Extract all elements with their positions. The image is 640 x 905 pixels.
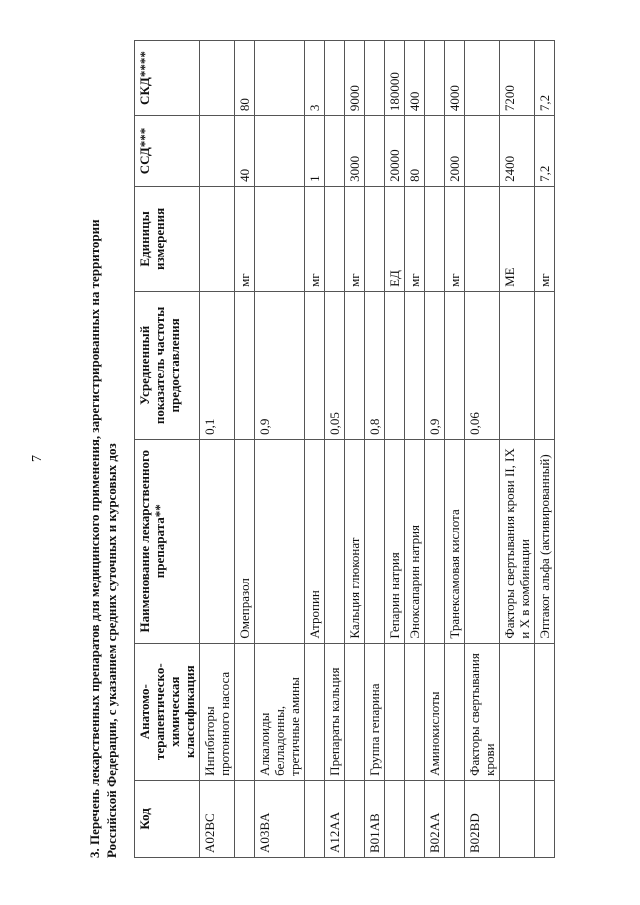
cell-code — [235, 780, 255, 857]
table-row — [425, 41, 445, 858]
table-row — [385, 41, 405, 858]
cell-frequency — [235, 291, 255, 439]
drug-table — [134, 40, 555, 858]
cell-units: мг — [305, 186, 325, 291]
table-row — [365, 41, 385, 858]
cell-ssd: 2000 — [445, 116, 465, 187]
cell-units: мг — [445, 186, 465, 291]
cell-skd: 180000 — [385, 41, 405, 116]
cell-atc: Препараты кальция — [325, 643, 345, 780]
table-row — [535, 41, 555, 858]
cell-ssd: 7,2 — [535, 116, 555, 187]
cell-ssd: 3000 — [345, 116, 365, 187]
cell-drug: Атропин — [305, 439, 325, 643]
cell-units: МЕ — [500, 186, 535, 291]
cell-atc: Алкалоиды белладонны, третичные амины — [255, 643, 305, 780]
cell-units — [200, 186, 235, 291]
cell-atc: Аминокислоты — [425, 643, 445, 780]
cell-frequency: 0,06 — [465, 291, 500, 439]
cell-drug — [200, 439, 235, 643]
cell-units — [425, 186, 445, 291]
cell-drug — [365, 439, 385, 643]
cell-ssd — [425, 116, 445, 187]
cell-frequency: 0,8 — [365, 291, 385, 439]
cell-code: B01AB — [365, 780, 385, 857]
cell-drug — [255, 439, 305, 643]
table-row — [465, 41, 500, 858]
cell-atc — [305, 643, 325, 780]
cell-ssd — [365, 116, 385, 187]
cell-frequency: 0,9 — [425, 291, 445, 439]
cell-ssd: 20000 — [385, 116, 405, 187]
table-row — [255, 41, 305, 858]
cell-code — [385, 780, 405, 857]
cell-frequency: 0,9 — [255, 291, 305, 439]
table-row — [235, 41, 255, 858]
cell-ssd: 2400 — [500, 116, 535, 187]
cell-skd — [325, 41, 345, 116]
cell-drug: Факторы свертывания крови II, IX и X в комбинации — [500, 439, 535, 643]
cell-ssd — [465, 116, 500, 187]
cell-ssd — [255, 116, 305, 187]
cell-drug: Кальция глюконат — [345, 439, 365, 643]
cell-code: A02BC — [200, 780, 235, 857]
cell-frequency — [405, 291, 425, 439]
cell-skd: 7200 — [500, 41, 535, 116]
cell-ssd — [200, 116, 235, 187]
header-frequency: Усредненный показатель частоты предоставления — [135, 291, 200, 439]
cell-skd: 3 — [305, 41, 325, 116]
cell-code — [500, 780, 535, 857]
cell-frequency — [305, 291, 325, 439]
table-row — [345, 41, 365, 858]
cell-atc — [445, 643, 465, 780]
cell-atc — [345, 643, 365, 780]
header-units: Единицы измерения — [135, 186, 200, 291]
cell-units: мг — [535, 186, 555, 291]
rotated-document — [86, 28, 566, 858]
cell-units — [465, 186, 500, 291]
cell-units: мг — [345, 186, 365, 291]
cell-units: мг — [405, 186, 425, 291]
cell-skd — [465, 41, 500, 116]
cell-units — [255, 186, 305, 291]
header-drug: Наименование лекарственного препарата** — [135, 439, 200, 643]
heading-line-2: Российской Федерации, с указанием средних суточных и курсовых доз — [104, 443, 119, 858]
cell-frequency — [500, 291, 535, 439]
heading-line-1: 3. Перечень лекарственных препаратов для медицинского применения, зарегистрированных на территории — [87, 219, 102, 858]
cell-code — [305, 780, 325, 857]
cell-skd: 80 — [235, 41, 255, 116]
cell-ssd: 40 — [235, 116, 255, 187]
table-row — [305, 41, 325, 858]
cell-code — [345, 780, 365, 857]
cell-code — [445, 780, 465, 857]
cell-frequency — [445, 291, 465, 439]
header-code: Код — [135, 780, 200, 857]
cell-frequency — [535, 291, 555, 439]
cell-atc — [235, 643, 255, 780]
cell-units — [365, 186, 385, 291]
cell-drug: Эптаког альфа (активированный) — [535, 439, 555, 643]
cell-ssd: 80 — [405, 116, 425, 187]
cell-drug — [325, 439, 345, 643]
cell-drug — [425, 439, 445, 643]
cell-skd: 9000 — [345, 41, 365, 116]
cell-units: мг — [235, 186, 255, 291]
cell-drug: Транексамовая кислота — [445, 439, 465, 643]
table-header-row — [135, 41, 200, 858]
header-ssd: ССД*** — [135, 116, 200, 187]
cell-drug: Омепразол — [235, 439, 255, 643]
cell-drug: Гепарин натрия — [385, 439, 405, 643]
cell-skd — [255, 41, 305, 116]
table-body — [200, 41, 555, 858]
cell-drug: Эноксапарин натрия — [405, 439, 425, 643]
header-skd: СКД**** — [135, 41, 200, 116]
cell-ssd: 1 — [305, 116, 325, 187]
page-number: 7 — [30, 455, 45, 462]
table-row — [200, 41, 235, 858]
cell-code — [535, 780, 555, 857]
cell-units — [325, 186, 345, 291]
cell-frequency: 0,1 — [200, 291, 235, 439]
cell-code — [405, 780, 425, 857]
cell-code: B02BD — [465, 780, 500, 857]
cell-skd — [425, 41, 445, 116]
cell-code: A03BA — [255, 780, 305, 857]
cell-frequency — [345, 291, 365, 439]
cell-atc: Ингибиторы протонного насоса — [200, 643, 235, 780]
table-row — [445, 41, 465, 858]
cell-atc — [500, 643, 535, 780]
cell-units: ЕД — [385, 186, 405, 291]
header-atc: Анатомо-терапевтическо-химическая классификация — [135, 643, 200, 780]
cell-drug — [465, 439, 500, 643]
cell-skd: 400 — [405, 41, 425, 116]
table-row — [325, 41, 345, 858]
cell-frequency — [385, 291, 405, 439]
cell-atc: Факторы свертывания крови — [465, 643, 500, 780]
cell-atc — [405, 643, 425, 780]
cell-frequency: 0,05 — [325, 291, 345, 439]
cell-code: A12AA — [325, 780, 345, 857]
table-heading — [86, 28, 120, 858]
cell-ssd — [325, 116, 345, 187]
table-row — [405, 41, 425, 858]
table-row — [500, 41, 535, 858]
cell-atc — [385, 643, 405, 780]
cell-atc: Группа гепарина — [365, 643, 385, 780]
cell-atc — [535, 643, 555, 780]
cell-skd — [200, 41, 235, 116]
cell-skd: 4000 — [445, 41, 465, 116]
cell-skd — [365, 41, 385, 116]
cell-code: B02AA — [425, 780, 445, 857]
cell-skd: 7,2 — [535, 41, 555, 116]
